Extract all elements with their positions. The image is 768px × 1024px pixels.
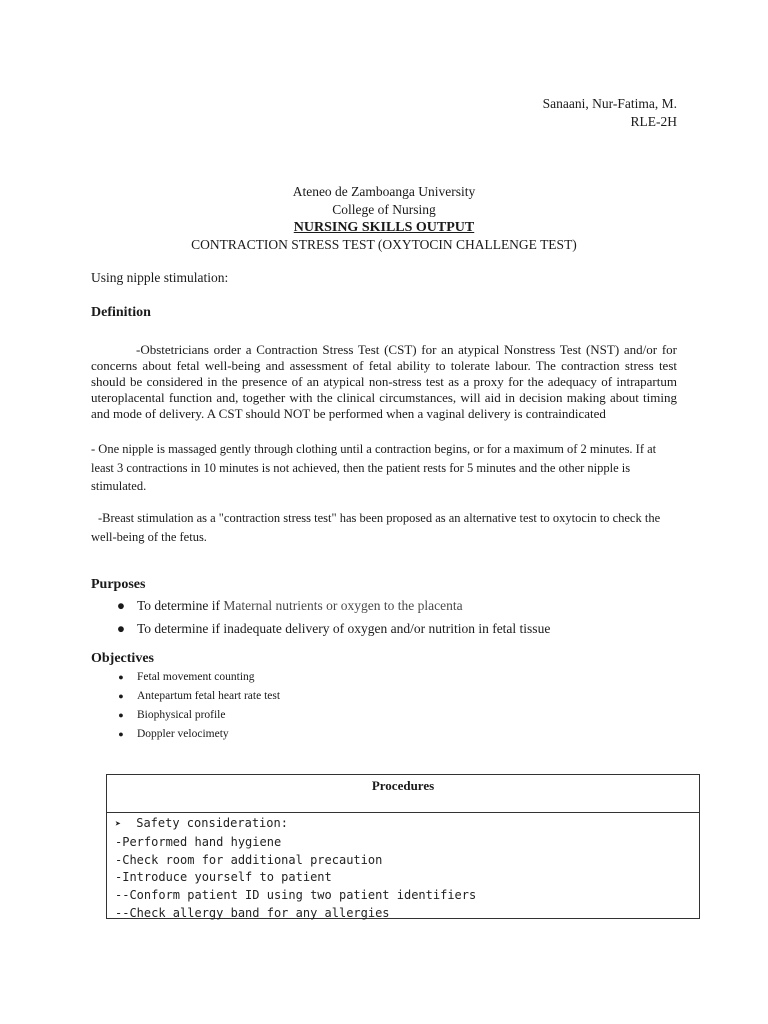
objective-text: Fetal movement counting	[137, 671, 255, 683]
definition-paragraph-1: -Obstetricians order a Contraction Stress Test (CST) for an atypical Nonstress Test (NST) and/or for concerns about fetal well-being and assessment of fetal ability to tolerate labour. The contraction stress test should be considered in the presence of an atypical non-stress test as a proxy for the adequacy of intrapartum uteroplacental function and, together with the clinical circumstances, will aid in decision making about timing and mode of delivery. A CST should NOT be performed when a vaginal delivery is contraindicated	[91, 342, 677, 421]
procedures-table-header	[107, 775, 699, 813]
purposes-heading: Purposes	[91, 577, 146, 592]
list-item	[110, 725, 510, 744]
arrowhead-bullet-icon: ➤	[115, 819, 122, 830]
definition-heading: Definition	[91, 305, 151, 320]
purpose-highlight: Maternal nutrients or oxygen to the placenta	[223, 598, 463, 613]
procedure-line: -Introduce yourself to patient	[115, 870, 332, 885]
document-title: NURSING SKILLS OUTPUT	[293, 220, 475, 235]
procedure-line: -Performed hand hygiene	[115, 834, 282, 849]
objective-text: Doppler velocimety	[137, 728, 229, 740]
list-item	[110, 668, 510, 687]
procedure-line	[115, 815, 699, 834]
bullet-dot-icon: ●	[118, 710, 124, 720]
document-subtitle: CONTRACTION STRESS TEST (OXYTOCIN CHALLENGE TEST)	[191, 237, 577, 252]
college-name: College of Nursing	[332, 202, 436, 217]
bullet-dot-icon: ●	[118, 729, 124, 739]
objective-text: Antepartum fetal heart rate test	[137, 690, 281, 702]
intro-text: Using nipple stimulation:	[91, 270, 229, 285]
author-section: RLE-2H	[630, 114, 677, 129]
objectives-list	[110, 668, 510, 744]
procedures-table	[106, 774, 700, 919]
bullet-dot-icon: ●	[116, 598, 126, 613]
list-item	[110, 619, 690, 638]
procedures-table-cell	[107, 813, 699, 923]
procedure-line: --Conform patient ID using two patient identifiers	[115, 888, 477, 903]
list-item	[110, 596, 690, 615]
definition-paragraph-3: -Breast stimulation as a "contraction stress test" has been proposed as an alternative test to oxytocin to check the well-being of the fetus.	[91, 511, 661, 544]
procedure-line: --Check allergy band for any allergies	[115, 905, 390, 920]
list-item	[110, 706, 510, 725]
objective-text: Biophysical profile	[137, 709, 226, 721]
purpose-prefix: To determine if inadequate delivery of oxygen and/or nutrition in fetal tissue	[137, 621, 551, 636]
definition-paragraph-2: - One nipple is massaged gently through clothing until a contraction begins, or for a maximum of 2 minutes. If at least 3 contractions in 10 minutes is not achieved, then the patient rests for 5 minutes and the other nipple is stimulated.	[91, 442, 657, 493]
list-item	[110, 687, 510, 706]
author-name: Sanaani, Nur-Fatima, M.	[542, 96, 677, 111]
bullet-dot-icon: ●	[118, 672, 124, 682]
procedures-heading: Procedures	[371, 778, 435, 793]
bullet-dot-icon: ●	[116, 621, 126, 636]
bullet-dot-icon: ●	[118, 691, 124, 701]
university-name: Ateneo de Zamboanga University	[292, 184, 476, 199]
procedure-first-item: Safety consideration:	[136, 816, 288, 830]
objectives-heading: Objectives	[91, 651, 154, 666]
purpose-prefix: To determine if	[137, 598, 224, 613]
purposes-list	[110, 596, 690, 638]
procedure-line: -Check room for additional precaution	[115, 852, 383, 867]
